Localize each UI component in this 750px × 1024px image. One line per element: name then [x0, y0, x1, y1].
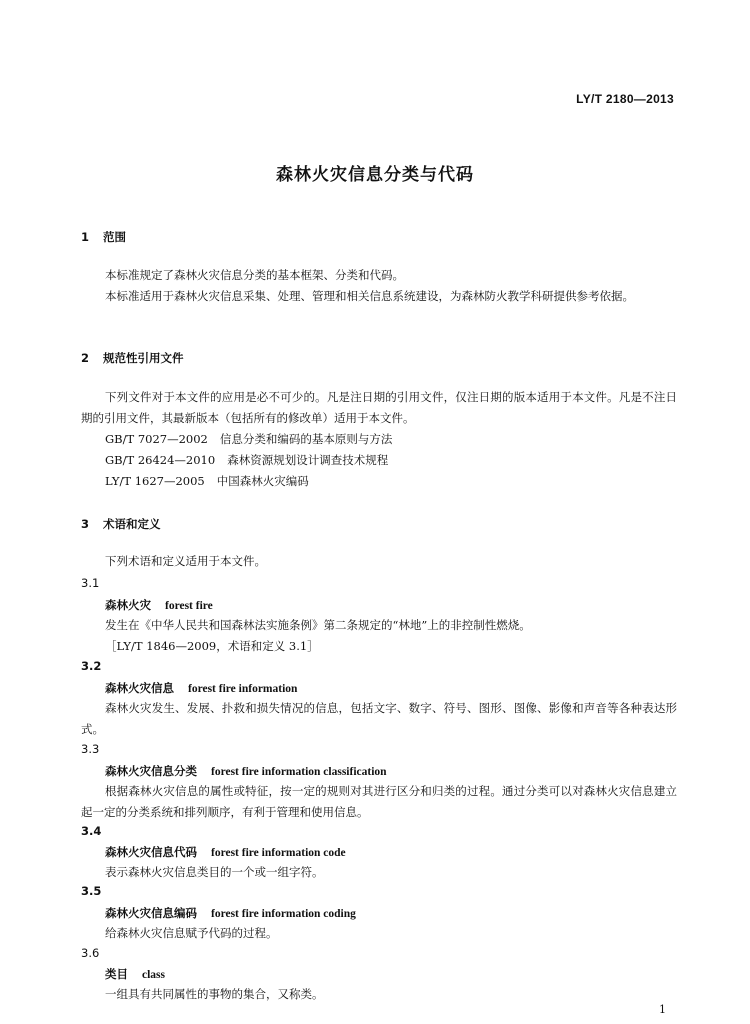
- section-number: 3: [81, 517, 90, 531]
- term-entry: [105, 763, 387, 779]
- term-english: forest fire information classification: [211, 766, 387, 778]
- reference-title: 森林资源规划设计调查技术规程: [227, 453, 389, 467]
- section-number: 1: [81, 230, 90, 244]
- paragraph: 本标准适用于森林火灾信息采集、处理、管理和相关信息系统建设，为森林防火教学科研提供参考依据。: [105, 289, 634, 303]
- term-definition: 给森林火灾信息赋予代码的过程。: [105, 926, 278, 940]
- term-english: class: [142, 969, 165, 981]
- term-chinese: 森林火灾信息分类: [105, 764, 197, 778]
- section-1-heading: [81, 229, 126, 245]
- section-number: 2: [81, 351, 90, 365]
- term-english: forest fire: [165, 600, 213, 612]
- term-entry: [105, 905, 356, 921]
- term-definition: 森林火灾发生、发展、扑救和损失情况的信息，包括文字、数字、符号、图形、图像、影像和声音等各种表达形式。: [81, 701, 677, 736]
- term-entry: [105, 680, 297, 696]
- term-number: 3.1: [81, 576, 100, 590]
- term-definition: 发生在《中华人民共和国森林法实施条例》第二条规定的“林地”上的非控制性燃烧。: [105, 618, 531, 632]
- document-title: 森林火灾信息分类与代码: [276, 165, 474, 185]
- term-english: forest fire information coding: [211, 908, 356, 920]
- section-3-heading: [81, 516, 161, 532]
- paragraph: 下列术语和定义适用于本文件。: [105, 554, 266, 568]
- term-number: 3.6: [81, 946, 100, 960]
- reference-title: 信息分类和编码的基本原则与方法: [219, 432, 393, 446]
- term-number: 3.3: [81, 742, 100, 756]
- term-chinese: 森林火灾信息编码: [105, 906, 197, 920]
- term-entry: [105, 597, 213, 613]
- term-english: forest fire information code: [211, 847, 346, 859]
- reference-code: LY/T 1627—2005: [105, 474, 205, 488]
- page-number: 1: [659, 1003, 666, 1016]
- section-title: 范围: [103, 230, 126, 244]
- term-chinese: 森林火灾信息: [105, 681, 174, 695]
- term-definition: 一组具有共同属性的事物的集合，又称类。: [105, 987, 324, 1001]
- term-number: 3.5: [81, 884, 102, 898]
- term-source-note: ［LY/T 1846—2009，术语和定义 3.1］: [105, 639, 319, 653]
- term-chinese: 类目: [105, 967, 128, 981]
- section-2-heading: [81, 350, 184, 366]
- reference-title: 中国森林火灾编码: [216, 474, 309, 488]
- reference-code: GB/T 7027—2002: [105, 432, 208, 446]
- reference-code: GB/T 26424—2010: [105, 453, 216, 467]
- section-title: 术语和定义: [103, 517, 161, 531]
- term-entry: [105, 844, 346, 860]
- term-definition: 表示森林火灾信息类目的一个或一组字符。: [105, 865, 324, 879]
- standard-code: LY/T 2180—2013: [576, 92, 674, 106]
- term-english: forest fire information: [188, 683, 298, 695]
- paragraph: 下列文件对于本文件的应用是必不可少的。凡是注日期的引用文件，仅注日期的版本适用于本文件。凡是不注日期的引用文件，其最新版本（包括所有的修改单）适用于本文件。: [81, 390, 677, 425]
- term-chinese: 森林火灾信息代码: [105, 845, 197, 859]
- paragraph: 本标准规定了森林火灾信息分类的基本框架、分类和代码。: [105, 268, 404, 282]
- term-number: 3.4: [81, 824, 102, 838]
- term-entry: [105, 966, 165, 982]
- term-definition: 根据森林火灾信息的属性或特征，按一定的规则对其进行区分和归类的过程。通过分类可以对森林火灾信息建立起一定的分类系统和排列顺序，有利于管理和使用信息。: [81, 784, 677, 819]
- term-number: 3.2: [81, 659, 102, 673]
- reference-item: [105, 431, 392, 447]
- reference-item: [105, 452, 388, 468]
- section-title: 规范性引用文件: [103, 351, 184, 365]
- term-chinese: 森林火灾: [105, 598, 151, 612]
- reference-item: [105, 473, 309, 489]
